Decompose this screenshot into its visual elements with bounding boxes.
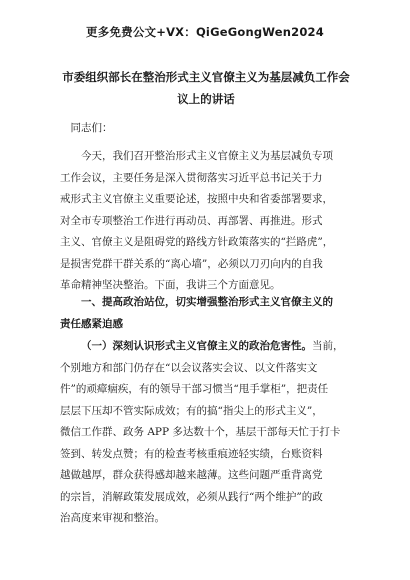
paragraph-line: 是损害党群干群关系的“离心墙”，必须以刀刃向内的自我 [60, 257, 323, 270]
section-heading-1 [60, 292, 352, 335]
paragraph-line: 层层下压却不管实际成效；有的搞“指尖上的形式主义”， [60, 404, 323, 417]
paragraph-line: 戒形式主义官僚主义重要论述，按照中央和省委部署要求， [60, 193, 333, 205]
section-heading-line: 责任感紧迫感 [60, 317, 123, 330]
paragraph-line: 越做越厚，群众获得感却越来越薄。这些问题严重背离党 [60, 469, 323, 481]
paragraph-subsection-1 [60, 336, 352, 530]
paragraph-line: 治高度来审视和整治。 [60, 512, 165, 524]
title-line-2: 议上的讲话 [177, 92, 235, 106]
paragraph-line: 今天，我们召开整治形式主义官僚主义为基层减负专项 [81, 150, 333, 162]
title-line-1: 市委组织部长在整治形式主义官僚主义为基层减负工作会 [62, 70, 350, 84]
subsection-heading: （一）深刻认识形式主义官僚主义的政治危害性。 [81, 340, 312, 352]
paragraph-first-line [60, 336, 352, 358]
salutation-text: 同志们： [70, 122, 113, 134]
watermark-header: 更多免费公文+VX：QiGeGongWen2024 [86, 25, 324, 39]
paragraph-line: 革命精神坚决整治。下面，我讲三个方面意见。 [60, 279, 281, 291]
paragraph-line: 主义、官僚主义是阻碍党的路线方针政策落实的“拦路虎”， [60, 236, 334, 248]
paragraph-line: 签到、转发点赞；有的检查考核重痕迹轻实绩，台账资料 [60, 447, 323, 460]
paragraph-lead-text: 当前， [312, 340, 344, 352]
paragraph-intro [60, 146, 352, 297]
paragraph-line: 对全市专项整治工作进行再动员、再部署、再推进。形式 [60, 214, 323, 227]
paragraph-line: 的宗旨，消解政策发展成效，必须从践行“两个维护”的政 [60, 490, 323, 503]
paragraph-line: 工作会议，主要任务是深入贯彻落实习近平总书记关于力 [60, 171, 323, 184]
paragraph-line: 件”的顽瘴痼疾，有的领导干部习惯当“甩手掌柜”，把责任 [60, 383, 329, 395]
document-title [58, 66, 354, 110]
paragraph-line: 个别地方和部门仍存在“以会议落实会议、以文件落实文 [60, 361, 318, 374]
paragraph-line: 微信工作群、政务 APP 多达数十个，基层干部每天忙于打卡 [60, 426, 341, 438]
salutation [60, 118, 352, 140]
section-heading-line: 一、提高政治站位，切实增强整治形式主义官僚主义的 [81, 296, 333, 308]
